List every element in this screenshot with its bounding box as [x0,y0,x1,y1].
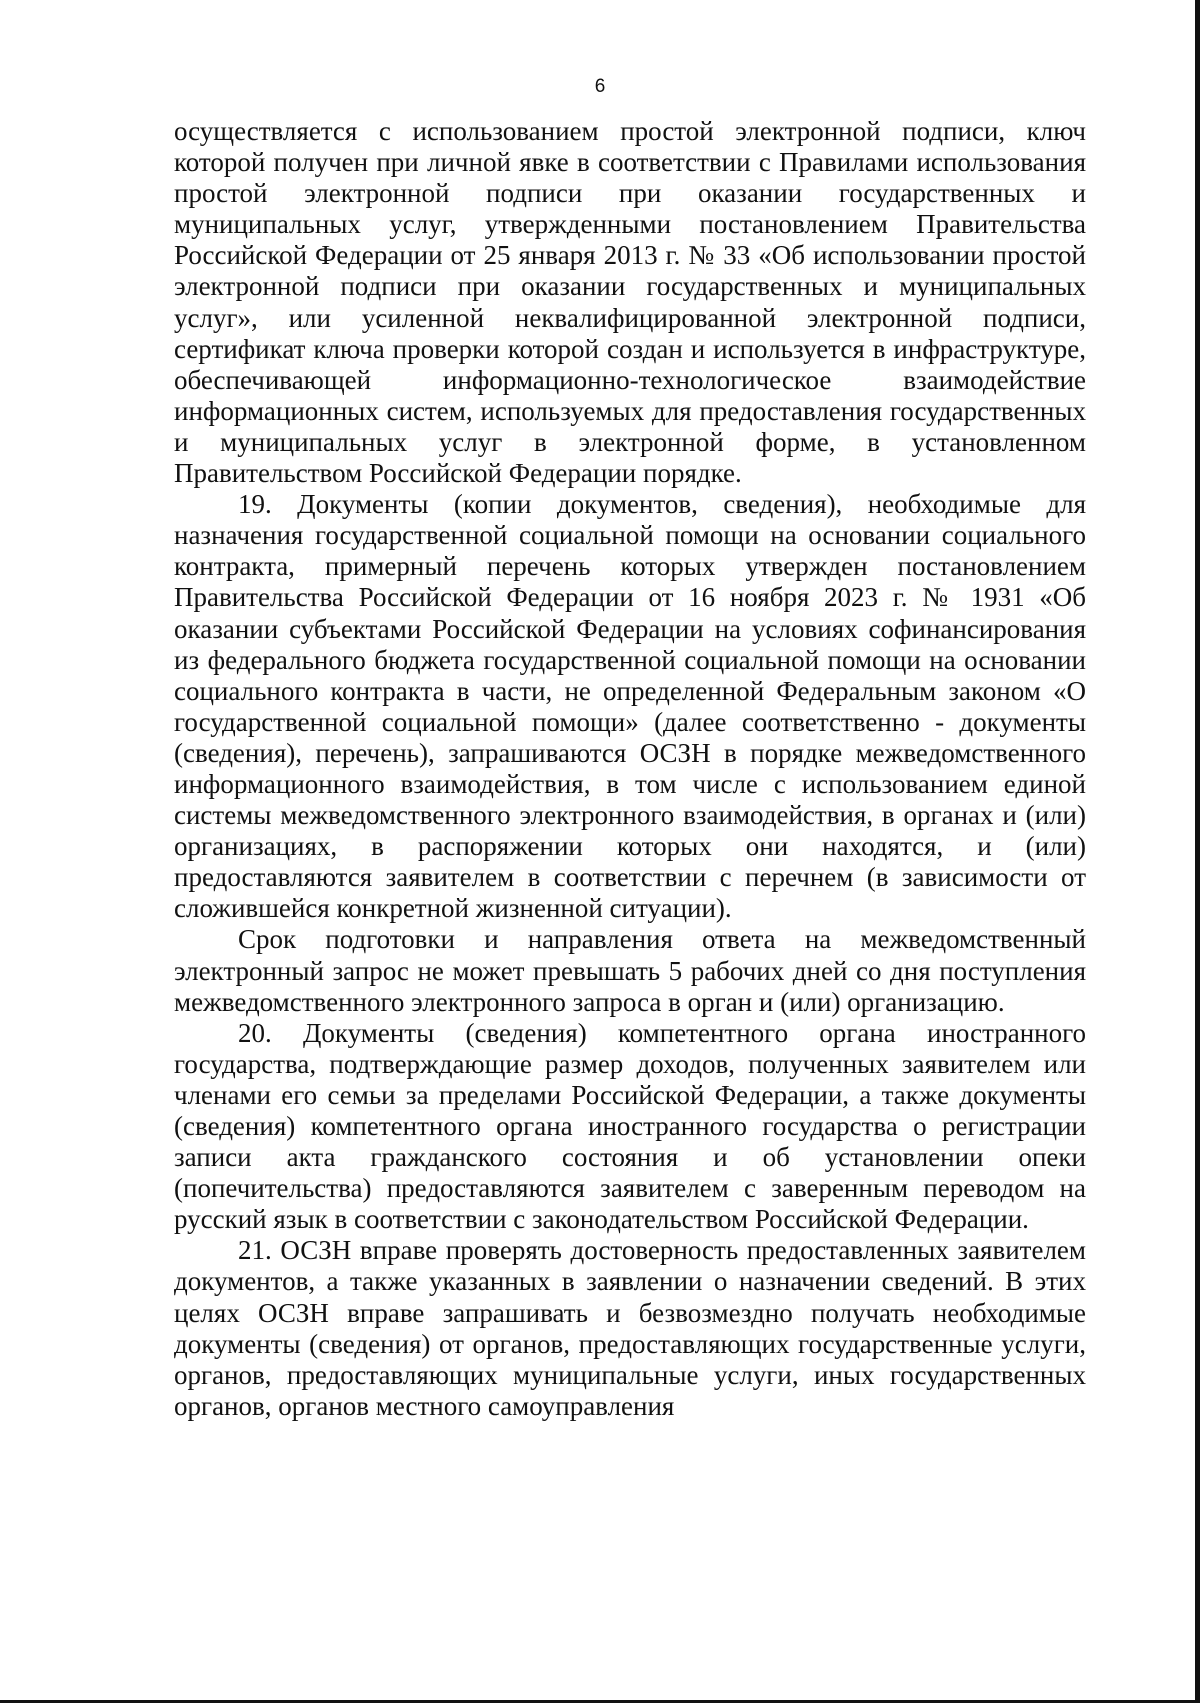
document-body [174,116,1086,1422]
paragraph-21: 21. ОСЗН вправе проверять достоверность предоставленных заявителем документов, а также указанных в заявлении о назначении сведений. В этих целях ОСЗН вправе запрашивать и безвозмездно получать необходимые документы (сведения) от органов, предоставляющих государственные услуги, органов, предоставляющих муниципальные услуги, иных государственных органов, органов местного самоуправления [174,1235,1086,1421]
paragraph-deadline: Срок подготовки и направления ответа на межведомственный электронный запрос не может превышать 5 рабочих дней со дня поступления межведомственного электронного запроса в орган и (или) организацию. [174,924,1086,1017]
paragraph-19: 19. Документы (копии документов, сведения), необходимые для назначения государственной социальной помощи на основании социального контракта, примерный перечень которых утвержден постановлением Правительства Российской Федерации от 16 ноября 2023 г. № 1931 «Об оказании субъектами Российской Федерации на условиях софинансирования из федерального бюджета государственной социальной помощи на основании социального контракта в части, не определенной Федеральным законом «О государственной социальной помощи» (далее соответственно - документы (сведения), перечень), запрашиваются ОСЗН в порядке межведомственного информационного взаимодействия, в том числе с использованием единой системы межведомственного электронного взаимодействия, в органах и (или) организациях, в распоряжении которых они находятся, и (или) предоставляются заявителем в соответствии с перечнем (в зависимости от сложившейся конкретной жизненной ситуации). [174,489,1086,924]
page-number: 6 [594,76,606,97]
paragraph-20: 20. Документы (сведения) компетентного органа иностранного государства, подтверждающие размер доходов, полученных заявителем или членами его семьи за пределами Российской Федерации, а также документы (сведения) компетентного органа иностранного государства о регистрации записи акта гражданского состояния и об установлении опеки (попечительства) предоставляются заявителем с заверенным переводом на русский язык в соответствии с законодательством Российской Федерации. [174,1017,1086,1235]
paragraph-continuation: осуществляется с использованием простой электронной подписи, ключ которой получен при личной явке в соответствии с Правилами использования простой электронной подписи при оказании государственных и муниципальных услуг, утвержденными постановлением Правительства Российской Федерации от 25 января 2013 г. № 33 «Об использовании простой электронной подписи при оказании государственных и муниципальных услуг», или усиленной неквалифицированной электронной подписи, сертификат ключа проверки которой создан и используется в инфраструктуре, обеспечивающей информационно-технологическое взаимодействие информационных систем, используемых для предоставления государственных и муниципальных услуг в электронной форме, в установленном Правительством Российской Федерации порядке. [174,116,1086,489]
scan-edge-right [1195,0,1200,1703]
